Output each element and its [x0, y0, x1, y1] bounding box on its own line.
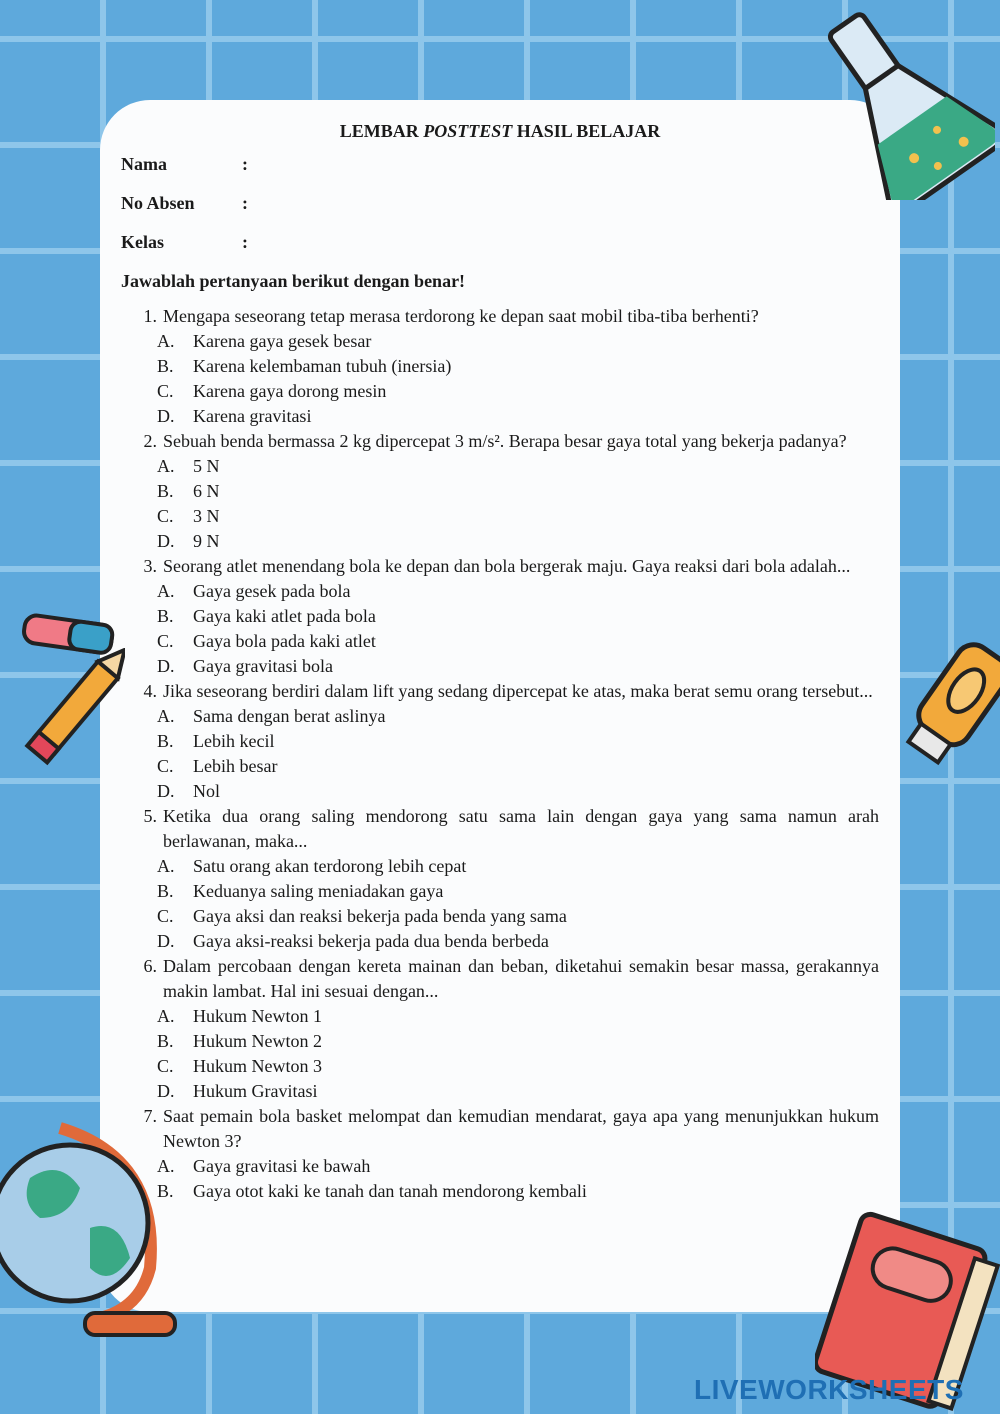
- answer-option[interactable]: [157, 629, 879, 654]
- field-colon: :: [242, 154, 248, 174]
- option-letter: D.: [157, 656, 175, 676]
- option-text: Lebih besar: [193, 756, 278, 776]
- field-row: [121, 193, 879, 232]
- option-letter: B.: [157, 731, 174, 751]
- question-number: 4.: [143, 681, 157, 701]
- option-letter: D.: [157, 1081, 175, 1101]
- question-item: [121, 954, 879, 1104]
- option-text: Gaya aksi dan reaksi bekerja pada benda yang sama: [193, 906, 567, 926]
- title-italic: POSTTEST: [423, 121, 513, 141]
- option-letter: B.: [157, 356, 174, 376]
- instruction: Jawablah pertanyaan berikut dengan benar!: [121, 271, 466, 291]
- answer-option[interactable]: [157, 729, 879, 754]
- question-text: Mengapa seseorang tetap merasa terdorong ke depan saat mobil tiba-tiba berhenti?: [163, 306, 759, 326]
- answer-option[interactable]: [157, 879, 879, 904]
- option-text: Nol: [193, 781, 220, 801]
- question-stem: [121, 554, 879, 579]
- option-letter: C.: [157, 756, 174, 776]
- answer-option[interactable]: [157, 604, 879, 629]
- question-text: Saat pemain bola basket melompat dan kemudian mendarat, gaya apa yang menunjukkan hukum Newton 3?: [163, 1106, 879, 1151]
- worksheet-content: [121, 118, 879, 1204]
- answer-option[interactable]: [157, 479, 879, 504]
- question-stem: [121, 304, 879, 329]
- answer-option[interactable]: [157, 354, 879, 379]
- option-text: Hukum Gravitasi: [193, 1081, 318, 1101]
- question-item: [121, 804, 879, 954]
- option-letter: A.: [157, 1006, 175, 1026]
- student-info-fields: [121, 154, 879, 271]
- answer-option[interactable]: [157, 1029, 879, 1054]
- question-number: 2.: [143, 431, 157, 451]
- question-number: 3.: [143, 556, 157, 576]
- question-number: 6.: [143, 956, 157, 976]
- option-text: Keduanya saling meniadakan gaya: [193, 881, 444, 901]
- option-text: 3 N: [193, 506, 220, 526]
- option-letter: C.: [157, 381, 174, 401]
- option-text: 5 N: [193, 456, 220, 476]
- option-letter: B.: [157, 1181, 174, 1201]
- option-letter: D.: [157, 531, 175, 551]
- answer-option[interactable]: [157, 1154, 879, 1179]
- question-text: Sebuah benda bermassa 2 kg dipercepat 3 m/s². Berapa besar gaya total yang bekerja padanya?: [163, 431, 847, 451]
- answer-option[interactable]: [157, 1079, 879, 1104]
- field-row: [121, 154, 879, 193]
- answer-option[interactable]: [157, 379, 879, 404]
- option-text: Hukum Newton 1: [193, 1006, 322, 1026]
- question-text: Dalam percobaan dengan kereta mainan dan beban, diketahui semakin besar massa, gerakannya makin lambat. Hal ini sesuai dengan...: [163, 956, 879, 1001]
- question-text: Seorang atlet menendang bola ke depan dan bola bergerak maju. Gaya reaksi dari bola adalah...: [163, 556, 851, 576]
- option-letter: C.: [157, 506, 174, 526]
- option-text: Gaya kaki atlet pada bola: [193, 606, 376, 626]
- answer-option[interactable]: [157, 779, 879, 804]
- option-text: Hukum Newton 2: [193, 1031, 322, 1051]
- question-number: 1.: [143, 306, 157, 326]
- answer-option[interactable]: [157, 654, 879, 679]
- answer-option[interactable]: [157, 504, 879, 529]
- question-item: [121, 429, 879, 554]
- question-number: 7.: [143, 1106, 157, 1126]
- option-letter: D.: [157, 406, 175, 426]
- option-text: Hukum Newton 3: [193, 1056, 322, 1076]
- option-text: Gaya aksi-reaksi bekerja pada dua benda berbeda: [193, 931, 549, 951]
- option-letter: D.: [157, 781, 175, 801]
- option-letter: C.: [157, 631, 174, 651]
- answer-option[interactable]: [157, 854, 879, 879]
- option-text: Gaya gravitasi bola: [193, 656, 333, 676]
- answer-option[interactable]: [157, 754, 879, 779]
- option-text: Karena gaya gesek besar: [193, 331, 372, 351]
- field-row: [121, 232, 879, 271]
- question-list: [121, 304, 879, 1204]
- question-stem: [121, 679, 879, 704]
- option-letter: C.: [157, 906, 174, 926]
- answer-option[interactable]: [157, 929, 879, 954]
- question-text: Jika seseorang berdiri dalam lift yang sedang dipercepat ke atas, maka berat semu orang tersebut...: [163, 681, 873, 701]
- option-text: 9 N: [193, 531, 220, 551]
- option-letter: A.: [157, 581, 175, 601]
- option-letter: C.: [157, 1056, 174, 1076]
- title-prefix: LEMBAR: [339, 121, 424, 141]
- field-label: Kelas: [121, 232, 164, 252]
- option-letter: A.: [157, 1156, 175, 1176]
- field-label: No Absen: [121, 193, 195, 213]
- option-text: Gaya gravitasi ke bawah: [193, 1156, 371, 1176]
- option-text: Sama dengan berat aslinya: [193, 706, 386, 726]
- field-colon: :: [242, 193, 248, 213]
- option-text: Gaya otot kaki ke tanah dan tanah mendorong kembali: [193, 1181, 587, 1201]
- option-letter: A.: [157, 331, 175, 351]
- option-text: Karena kelembaman tubuh (inersia): [193, 356, 452, 376]
- option-text: Satu orang akan terdorong lebih cepat: [193, 856, 467, 876]
- question-item: [121, 554, 879, 679]
- question-item: [121, 679, 879, 804]
- answer-option[interactable]: [157, 329, 879, 354]
- option-letter: B.: [157, 606, 174, 626]
- answer-option[interactable]: [157, 1004, 879, 1029]
- option-text: Lebih kecil: [193, 731, 275, 751]
- highlighter-icon: [898, 628, 1000, 778]
- option-letter: B.: [157, 1031, 174, 1051]
- option-letter: A.: [157, 706, 175, 726]
- watermark: LIVEWORKSHEETS: [694, 1374, 964, 1405]
- option-text: Gaya bola pada kaki atlet: [193, 631, 376, 651]
- option-text: Gaya gesek pada bola: [193, 581, 351, 601]
- option-letter: B.: [157, 881, 174, 901]
- question-number: 5.: [143, 806, 157, 826]
- field-label: Nama: [121, 154, 167, 174]
- answer-option[interactable]: [157, 529, 879, 554]
- answer-option[interactable]: [157, 404, 879, 429]
- answer-option[interactable]: [157, 1054, 879, 1079]
- option-letter: A.: [157, 456, 175, 476]
- option-letter: B.: [157, 481, 174, 501]
- option-letter: D.: [157, 931, 175, 951]
- option-text: Karena gaya dorong mesin: [193, 381, 387, 401]
- option-text: 6 N: [193, 481, 220, 501]
- question-stem: [121, 804, 879, 854]
- answer-option[interactable]: [157, 1179, 879, 1204]
- page-title: [121, 121, 879, 142]
- question-item: [121, 304, 879, 429]
- question-stem: [121, 429, 879, 454]
- option-text: Karena gravitasi: [193, 406, 312, 426]
- option-letter: A.: [157, 856, 175, 876]
- question-stem: [121, 1104, 879, 1154]
- question-text: Ketika dua orang saling mendorong satu sama lain dengan gaya yang sama namun arah berlawanan, maka...: [163, 806, 879, 851]
- answer-option[interactable]: [157, 454, 879, 479]
- answer-option[interactable]: [157, 579, 879, 604]
- question-item: [121, 1104, 879, 1204]
- answer-option[interactable]: [157, 704, 879, 729]
- title-suffix: HASIL BELAJAR: [512, 121, 661, 141]
- question-stem: [121, 954, 879, 1004]
- pencil-icon: [15, 648, 125, 783]
- answer-option[interactable]: [157, 904, 879, 929]
- field-colon: :: [242, 232, 248, 252]
